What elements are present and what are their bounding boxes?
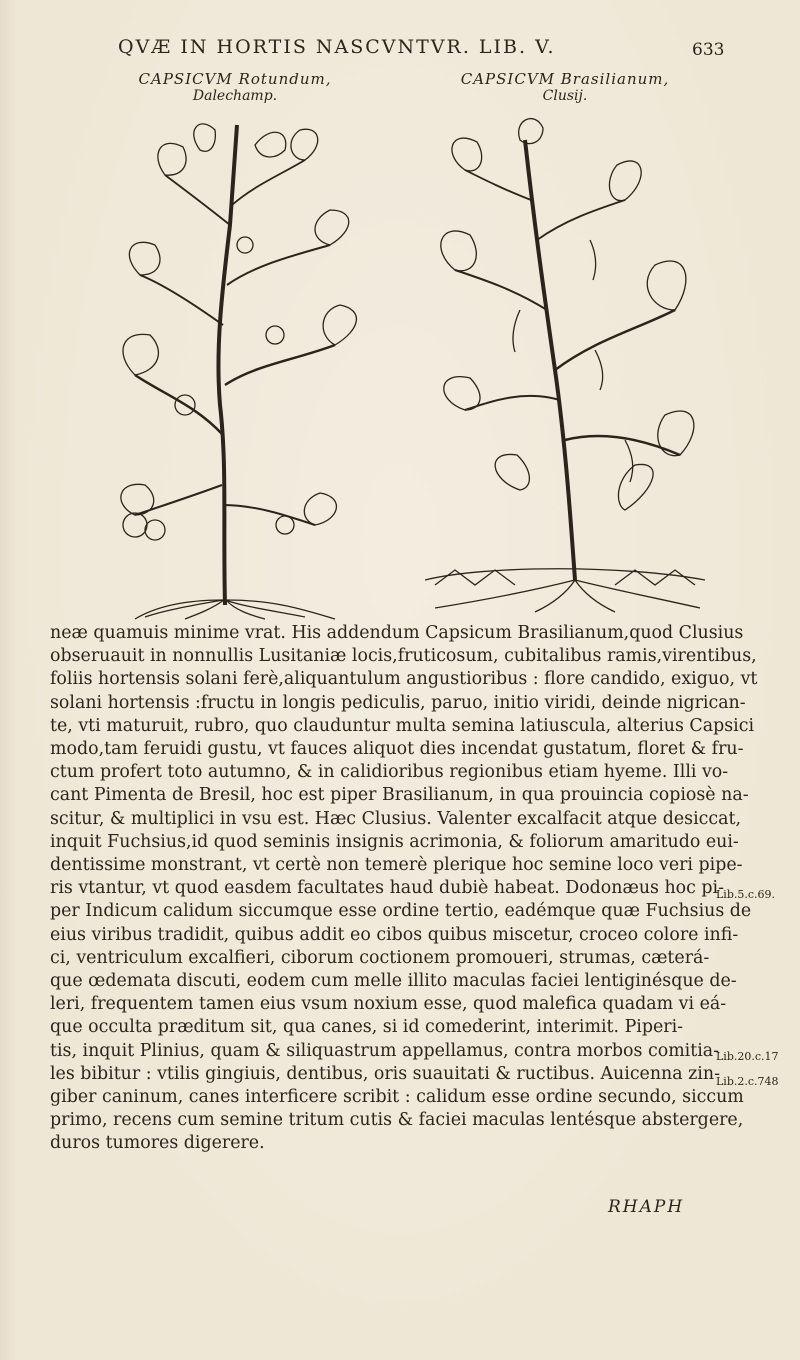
text-line: per Indicum calidum siccumque esse ordine tertio, eadémque quæ Fuchsius de [50, 901, 752, 922]
text-line: scitur, & multiplici in vsu est. Hæc Clusius. Valenter excalfacit atque desiccat, [50, 808, 741, 829]
text-line: ci, ventriculum excalfieri, ciborum coctionem promoueri, strumas, cæterá- [50, 947, 710, 968]
capsicum-brasilianum-woodcut-icon [425, 110, 705, 615]
text-line: que œdemata discuti, eodem cum melle illito maculas faciei lentiginésque de- [50, 971, 737, 992]
text-line: ctum profert toto autumno, & in calidioribus regionibus etiam hyeme. Illi vo- [50, 762, 729, 783]
text-line: giber caninum, canes interficere scribit : calidum esse ordine secundo, siccum [50, 1087, 744, 1108]
text-line: les bibitur : vtilis gingiuis, dentibus, oris suauitati & ructibus. Auicenna zin- [50, 1063, 720, 1084]
text-line: cant Pimenta de Bresil, hoc est piper Brasilianum, in qua prouincia copiosè na- [50, 785, 749, 806]
text-line: modo,tam feruidi gustu, vt fauces aliquot dies incendat gustatum, floret & fru- [50, 739, 744, 760]
text-line: leri, frequentem tamen eius vsum noxium esse, quod malefica quadam vi eá- [50, 994, 727, 1015]
text-line: duros tumores digerere. [50, 1133, 265, 1154]
figure-title-right: CAPSICVM Brasilianum, [460, 70, 670, 88]
text-line: te, vti maturuit, rubro, quo clauduntur multa semina latiuscula, alterius Capsici [50, 715, 755, 736]
text-line: neæ quamuis minime vrat. His addendum Capsicum Brasilianum,quod Clusius [50, 623, 744, 643]
text-line: eius viribus tradidit, quibus addit eo cibos quibus miscetur, croceo colore infi- [50, 924, 739, 945]
text-line: obseruauit in nonnullis Lusitaniæ locis,fruticosum, cubitalibus ramis,virentibus, [50, 646, 757, 667]
figure-title-left: CAPSICVM Rotundum, [138, 70, 332, 88]
figure-caption-left [90, 70, 380, 104]
margin-note-reference: Lib.5.c.69. [716, 888, 776, 901]
figure-caption-right [420, 70, 710, 104]
page-number: 633 [692, 40, 725, 60]
figure-attribution-right: Clusij. [542, 88, 588, 104]
catchword: RHAPH [608, 1197, 685, 1217]
figure-attribution-left: Dalechamp. [192, 88, 278, 104]
text-line: ris vtantur, vt quod easdem facultates haud dubiè habeat. Dodonæus hoc pi- [50, 878, 724, 899]
text-line: foliis hortensis solani ferè,aliquantulum angustioribus : flore candido, exiguo, vt [50, 669, 758, 690]
margin-note-reference: Lib.20.c.17 [716, 1050, 779, 1063]
text-line: que occulta præditum sit, qua canes, si id comederint, interimit. Piperi- [50, 1017, 684, 1038]
text-line: inquit Fuchsius,id quod seminis insignis acrimonia, & foliorum amaritudo eui- [50, 831, 739, 852]
text-line: tis, inquit Plinius, quam & siliquastrum appellamus, contra morbos comitia- [50, 1040, 720, 1061]
text-line: primo, recens cum semine tritum cutis & faciei maculas lentésque abstergere, [50, 1110, 744, 1131]
running-title: QVÆ IN HORTIS NASCVNTVR. LIB. V. [118, 36, 556, 58]
text-line: dentissime monstrant, vt certè non temerè plerique hoc semine loco veri pipe- [50, 855, 743, 876]
text-line: solani hortensis :fructu in longis pediculis, paruo, initio viridi, deinde nigrican- [50, 692, 746, 713]
margin-note-reference: Lib.2.c.748 [716, 1075, 779, 1088]
capsicum-rotundum-woodcut-icon [105, 105, 375, 620]
